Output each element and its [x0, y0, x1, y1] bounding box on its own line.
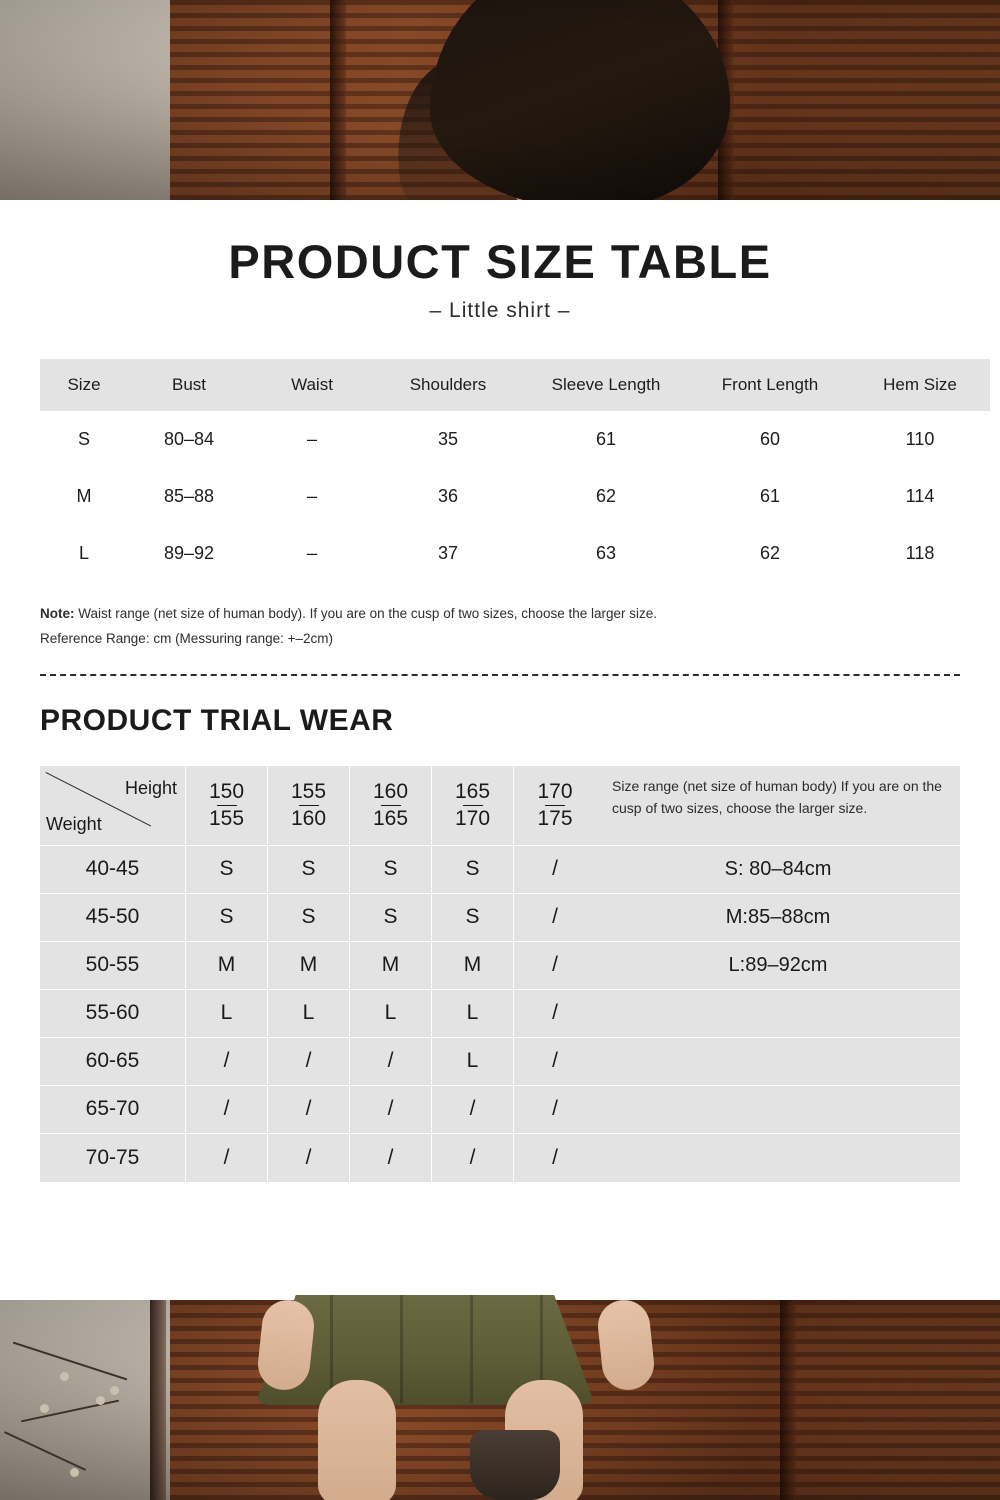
top-product-photo: [0, 0, 1000, 200]
trial-cell: /: [514, 1038, 596, 1086]
twig: [21, 1400, 119, 1423]
side-filler: [596, 990, 960, 1038]
twig: [13, 1342, 128, 1381]
cell-hem-size: 110: [905, 429, 935, 449]
range-dash: [217, 805, 237, 806]
col-header-shoulders: Shoulders: [374, 359, 522, 411]
trial-cell: /: [514, 942, 596, 990]
side-size-s: S: 80–84cm: [596, 846, 960, 894]
cell-size: S: [77, 429, 90, 449]
axis-label-weight: Weight: [46, 813, 102, 834]
trial-cell: M: [350, 942, 432, 990]
cell-hem-size: 118: [905, 543, 935, 563]
weight-row-header: 50-55: [40, 942, 186, 990]
trial-cell: S: [350, 894, 432, 942]
trial-cell: /: [186, 1086, 268, 1134]
side-filler: [596, 1134, 960, 1182]
trial-cell: /: [432, 1086, 514, 1134]
trial-cell: M: [268, 942, 350, 990]
cell-shoulders: 37: [437, 543, 459, 563]
twig: [4, 1431, 86, 1471]
cell-sleeve-length: 62: [595, 486, 617, 506]
section-divider: [40, 674, 960, 676]
note-label: Note:: [40, 606, 75, 621]
trial-cell: S: [432, 894, 514, 942]
trial-cell: /: [514, 894, 596, 942]
photo-vignette: [0, 0, 1000, 200]
trial-cell: /: [350, 1086, 432, 1134]
table-row: [40, 468, 990, 525]
trial-cell: /: [432, 1134, 514, 1182]
height-col-header: [350, 766, 432, 846]
trial-cell: /: [514, 1086, 596, 1134]
height-col-header: [268, 766, 350, 846]
cell-waist: –: [306, 486, 317, 506]
table-row: [40, 411, 990, 468]
cell-front-length: 61: [759, 486, 781, 506]
weight-row-header: 40-45: [40, 846, 186, 894]
decor-vase: [470, 1430, 560, 1500]
range-dash: [299, 805, 319, 806]
side-filler: [596, 1086, 960, 1134]
bud: [70, 1468, 79, 1477]
axis-label-height: Height: [124, 777, 177, 798]
bud: [60, 1372, 69, 1381]
col-header-size: Size: [40, 359, 128, 411]
range-dash: [545, 805, 565, 806]
col-header-front-length: Front Length: [690, 359, 850, 411]
decor-branch: [0, 1320, 170, 1500]
height-top: 160: [372, 779, 409, 803]
axis-corner-cell: [40, 766, 186, 846]
height-top: 165: [454, 779, 491, 803]
trial-cell: L: [186, 990, 268, 1038]
cell-waist: –: [306, 429, 317, 449]
bud: [40, 1404, 49, 1413]
trial-cell: S: [350, 846, 432, 894]
info-card: [0, 200, 1000, 1300]
height-bottom: 165: [372, 806, 409, 830]
trial-cell: /: [186, 1134, 268, 1182]
trial-cell: S: [186, 846, 268, 894]
trial-cell: /: [350, 1038, 432, 1086]
trial-cell: /: [514, 990, 596, 1038]
col-header-bust: Bust: [128, 359, 250, 411]
size-note: [40, 602, 960, 652]
height-top: 155: [290, 779, 327, 803]
cell-front-length: 60: [759, 429, 781, 449]
size-table-header-row: [40, 359, 990, 411]
trial-cell: S: [432, 846, 514, 894]
trial-cell: L: [432, 990, 514, 1038]
cell-bust: 85–88: [163, 486, 215, 506]
trial-cell: /: [268, 1086, 350, 1134]
cell-sleeve-length: 63: [595, 543, 617, 563]
height-col-header: [432, 766, 514, 846]
trial-cell: L: [268, 990, 350, 1038]
side-filler: [596, 1038, 960, 1086]
height-bottom: 160: [290, 806, 327, 830]
trial-cell: S: [268, 894, 350, 942]
trial-cell: M: [432, 942, 514, 990]
col-header-hem-size: Hem Size: [850, 359, 990, 411]
weight-row-header: 70-75: [40, 1134, 186, 1182]
col-header-waist: Waist: [250, 359, 374, 411]
height-bottom: 175: [537, 806, 573, 830]
height-col-header: [186, 766, 268, 846]
weight-row-header: 60-65: [40, 1038, 186, 1086]
trial-wear-title: PRODUCT TRIAL WEAR: [40, 703, 394, 737]
trial-cell: /: [268, 1134, 350, 1182]
weight-row-header: 65-70: [40, 1086, 186, 1134]
side-size-m: M:85–88cm: [596, 894, 960, 942]
cell-front-length: 62: [759, 543, 781, 563]
size-note-line-1: [40, 602, 960, 627]
height-bottom: 170: [454, 806, 491, 830]
size-range-note: Size range (net size of human body) If you are on the cusp of two sizes, choose the larger size.: [596, 766, 960, 846]
note-text: Waist range (net size of human body). If you are on the cusp of two sizes, choose the larger size.: [74, 606, 658, 621]
col-header-sleeve-length: Sleeve Length: [522, 359, 690, 411]
height-col-header: [514, 766, 596, 846]
cell-hem-size: 114: [905, 486, 935, 506]
cell-shoulders: 35: [437, 429, 459, 449]
size-note-line-2: Reference Range: cm (Messuring range: +–2cm): [40, 630, 334, 646]
trial-cell: L: [432, 1038, 514, 1086]
cell-waist: –: [306, 543, 317, 563]
trial-cell: S: [186, 894, 268, 942]
trial-cell: /: [552, 1145, 558, 1169]
trial-cell: /: [514, 846, 596, 894]
trial-cell: /: [268, 1038, 350, 1086]
cell-sleeve-length: 61: [595, 429, 617, 449]
page-title: PRODUCT SIZE TABLE: [228, 235, 772, 288]
side-size-l: L:89–92cm: [596, 942, 960, 990]
size-measurement-table: [40, 359, 990, 582]
range-dash: [463, 805, 483, 806]
cell-shoulders: 36: [437, 486, 459, 506]
cell-size: L: [78, 543, 89, 563]
bud: [110, 1386, 119, 1395]
height-top: 170: [537, 779, 573, 803]
bud: [96, 1396, 105, 1405]
page-subtitle: – Little shirt –: [429, 299, 571, 322]
trial-cell: /: [350, 1134, 432, 1182]
cell-bust: 80–84: [163, 429, 215, 449]
height-bottom: 155: [208, 806, 245, 830]
model-leg-left: [318, 1380, 396, 1500]
weight-row-header: 55-60: [40, 990, 186, 1038]
weight-row-header: 45-50: [40, 894, 186, 942]
skirt-fold: [400, 1295, 403, 1403]
height-top: 150: [208, 779, 245, 803]
trial-cell: L: [350, 990, 432, 1038]
skirt-fold: [470, 1295, 473, 1403]
trial-cell: /: [186, 1038, 268, 1086]
table-row: [40, 525, 990, 582]
trial-cell: S: [268, 846, 350, 894]
trial-wear-table: [40, 766, 960, 1182]
cell-size: M: [76, 486, 92, 506]
range-dash: [381, 805, 401, 806]
cell-bust: 89–92: [163, 543, 215, 563]
trial-cell: M: [186, 942, 268, 990]
